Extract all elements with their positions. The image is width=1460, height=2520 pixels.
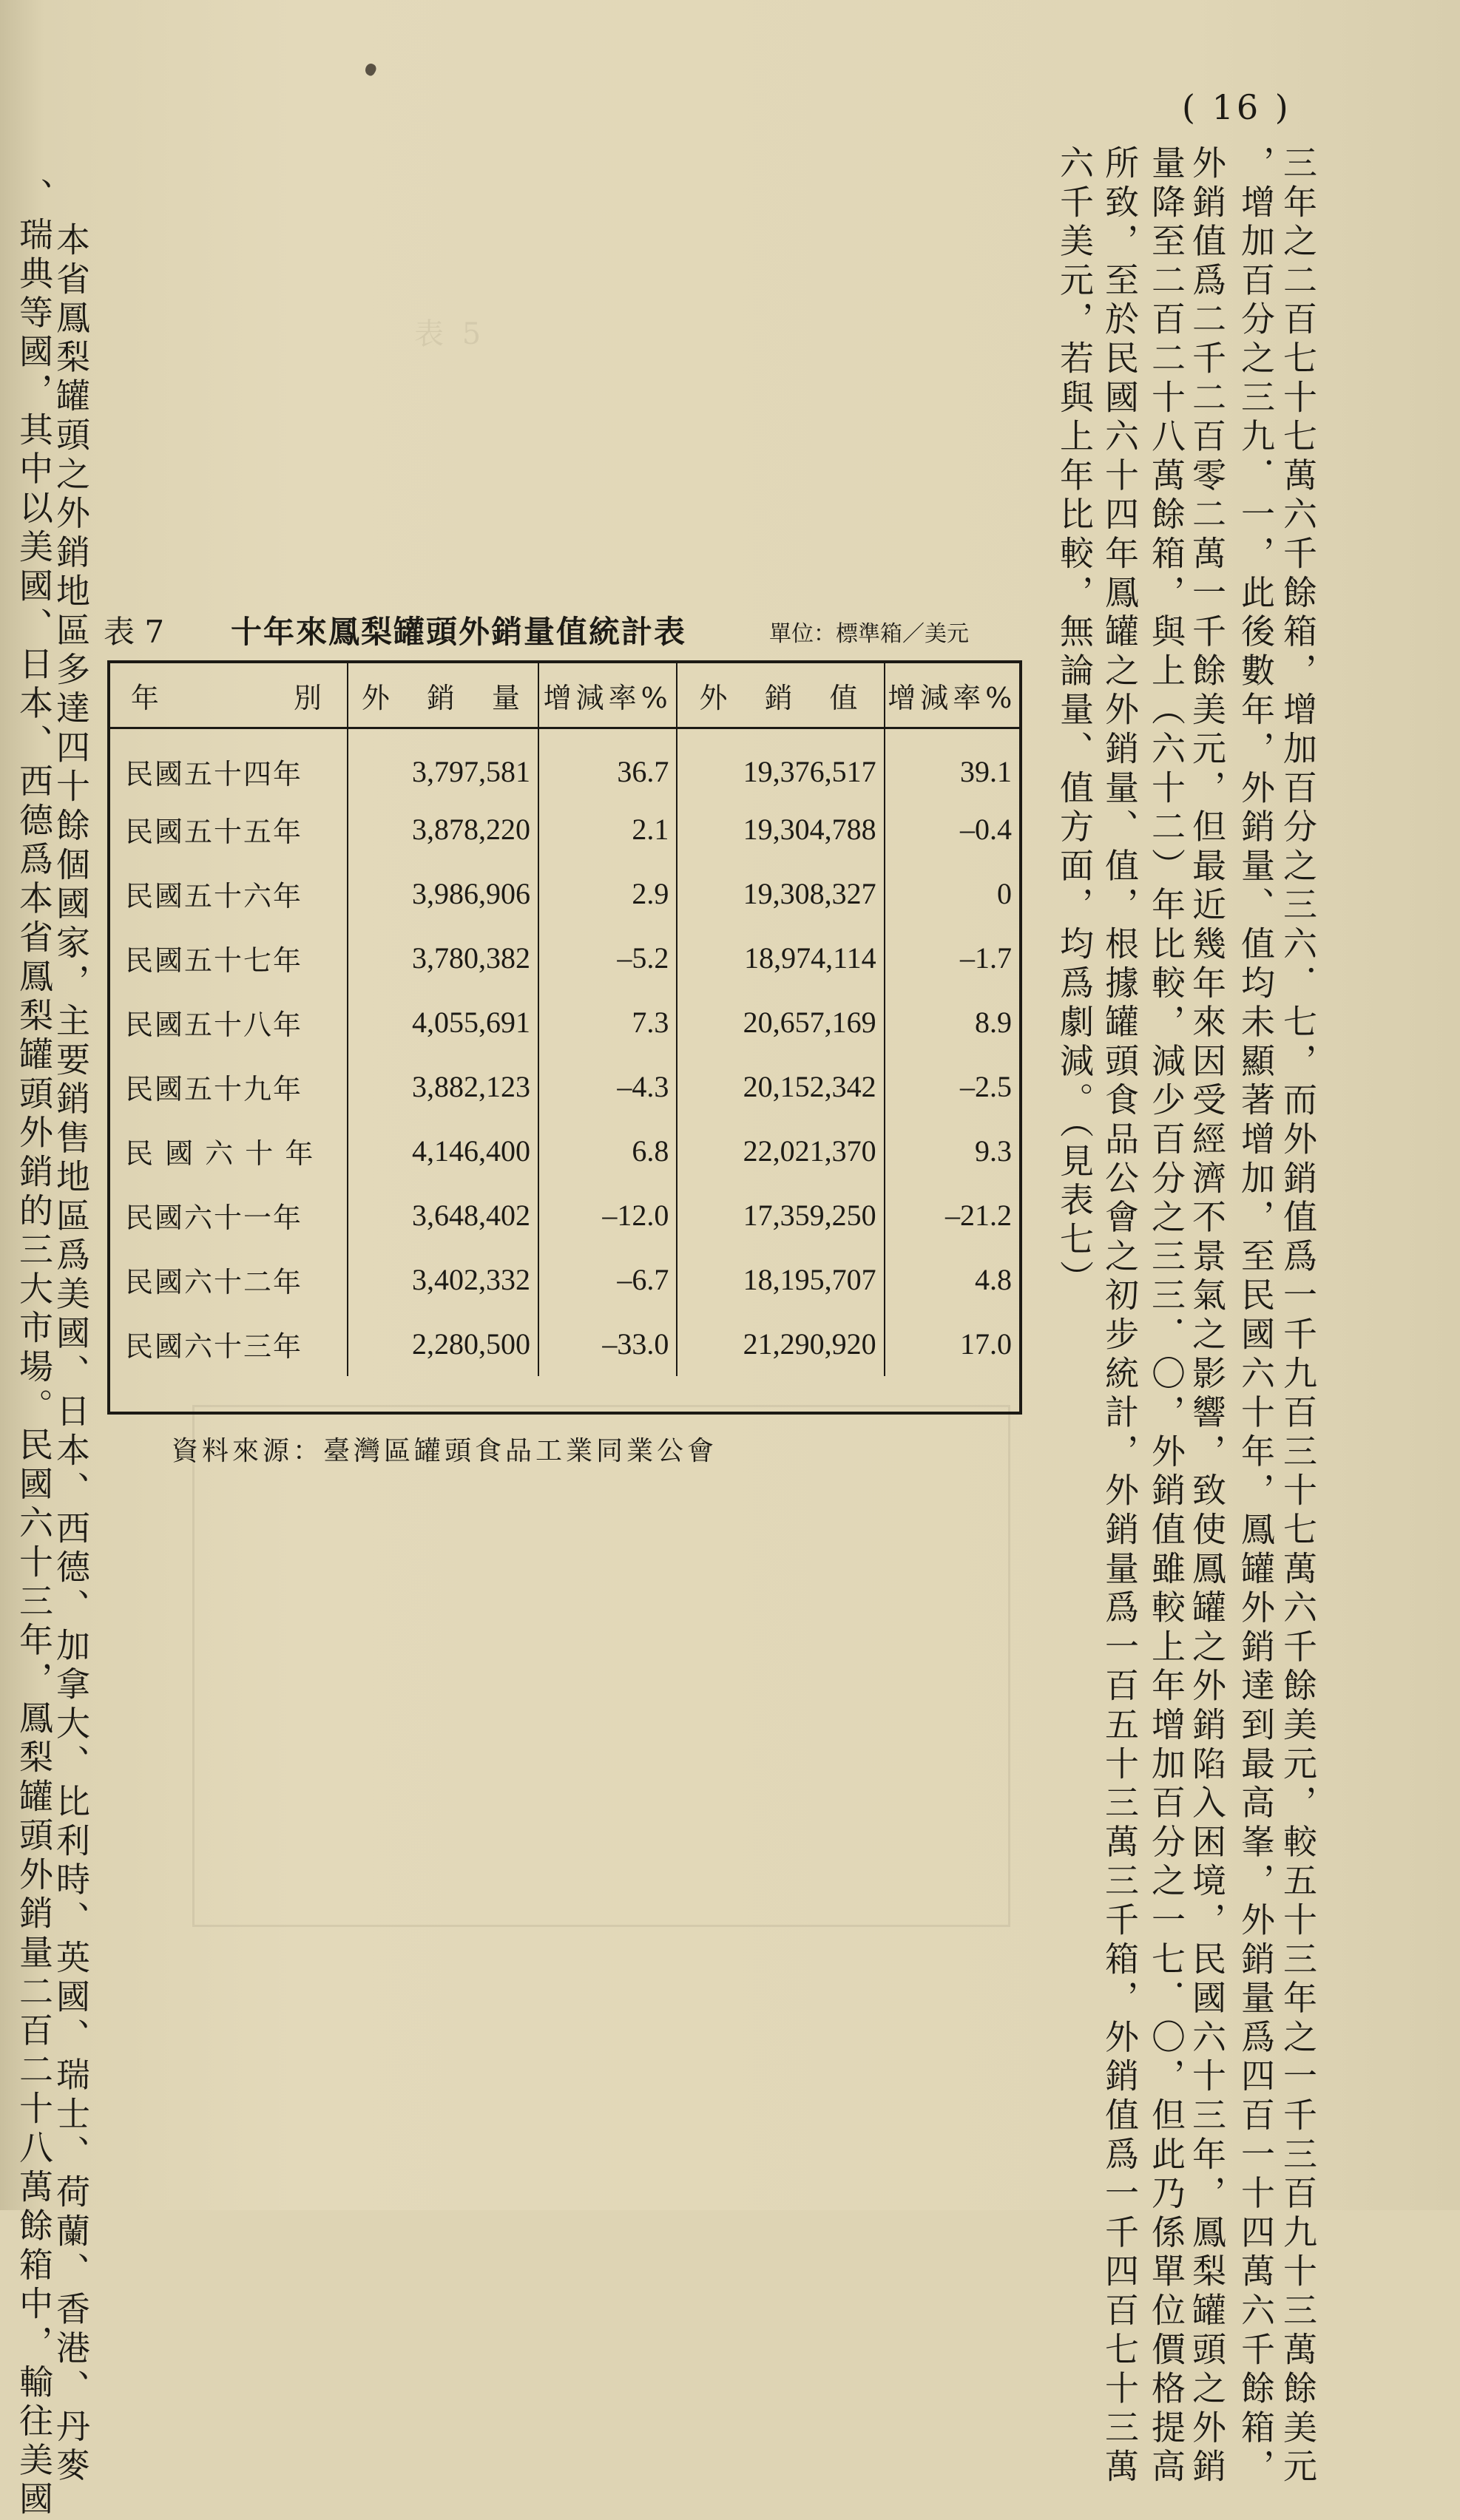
- cell-year: 民國五十八年: [110, 990, 348, 1054]
- header-value-rate: 增減率%: [885, 663, 1019, 728]
- cell-volume-rate: –33.0: [538, 1312, 677, 1376]
- table-row: [110, 990, 1019, 1054]
- table-unit: 單位：標準箱／美元: [769, 621, 969, 647]
- cell-year: 民國五十七年: [110, 926, 348, 990]
- cell-volume: 3,402,332: [348, 1247, 538, 1312]
- table-row: [110, 861, 1019, 926]
- right-text-column-5: 所致，至於民國六十四年鳳罐之外銷量、值，根據罐頭食品公會之初步統計，外銷量爲一百五十三萬三千箱，外銷值爲一千四百七十三萬: [1100, 145, 1140, 2487]
- cell-year: 民國五十五年: [110, 797, 348, 861]
- table-row: [110, 1119, 1019, 1183]
- cell-value: 19,376,517: [677, 728, 884, 798]
- table-row: [110, 797, 1019, 861]
- bleed-through-text: 表 5: [414, 317, 1030, 351]
- table-row: [110, 1054, 1019, 1119]
- cell-value-rate: –0.4: [960, 813, 1012, 846]
- table-number: 表 7: [104, 614, 165, 650]
- table-row: [110, 1312, 1019, 1376]
- cell-value: 22,021,370: [677, 1119, 884, 1183]
- table-row: [110, 1183, 1019, 1247]
- cell-volume: 3,878,220: [348, 797, 538, 861]
- cell-year: 民國五十九年: [110, 1054, 348, 1119]
- bleed-through-table: [192, 1405, 1010, 1927]
- table-header-row: [110, 663, 1019, 728]
- cell-volume: 3,780,382: [348, 926, 538, 990]
- cell-value: 20,657,169: [677, 990, 884, 1054]
- cell-year: 民 國 六 十 年: [110, 1119, 348, 1183]
- cell-year: 民國五十四年: [110, 728, 348, 798]
- cell-value-rate: 4.8: [975, 1263, 1012, 1296]
- cell-volume: 3,648,402: [348, 1183, 538, 1247]
- cell-volume-rate: –5.2: [538, 926, 677, 990]
- right-text-column-2: ，增加百分之三九．一，此後數年，外銷量、值均未顯著增加，至民國六十年，鳳罐外銷達到最高峯，外銷量爲四百一十四萬六千餘箱，: [1236, 145, 1276, 2487]
- cell-volume: 2,280,500: [348, 1312, 538, 1376]
- cell-volume-rate: 36.7: [538, 728, 677, 798]
- statistics-table-grid: [110, 663, 1019, 1376]
- cell-value: 18,974,114: [677, 926, 884, 990]
- cell-volume: 3,797,581: [348, 728, 538, 798]
- cell-volume-rate: 7.3: [538, 990, 677, 1054]
- cell-volume-rate: –6.7: [538, 1247, 677, 1312]
- header-year: 年 別: [110, 663, 348, 728]
- table-row: [110, 926, 1019, 990]
- cell-value-rate: –2.5: [960, 1070, 1012, 1103]
- header-volume-rate: 增減率%: [538, 663, 677, 728]
- cell-volume: 3,882,123: [348, 1054, 538, 1119]
- statistics-table: [107, 660, 1022, 1415]
- header-value: 外 銷 值: [677, 663, 884, 728]
- right-text-column-6: 六千美元，若與上年比較，無論量、值方面，均爲劇減。（見表七）: [1055, 145, 1095, 1299]
- cell-value-rate: 39.1: [960, 754, 1012, 788]
- cell-value: 19,308,327: [677, 861, 884, 926]
- cell-value-rate: 9.3: [975, 1134, 1012, 1168]
- right-text-column-3: 外銷值爲二千二百零二萬一千餘美元，但最近幾年來因受經濟不景氣之影響，致使鳳罐之外銷陷入困境，民國六十三年，鳳梨罐頭之外銷: [1187, 145, 1227, 2487]
- cell-value-rate: 17.0: [960, 1327, 1012, 1361]
- cell-volume-rate: –12.0: [538, 1183, 677, 1247]
- cell-year: 民國六十一年: [110, 1183, 348, 1247]
- cell-volume-rate: 6.8: [538, 1119, 677, 1183]
- table-row: [110, 1247, 1019, 1312]
- cell-value: 17,359,250: [677, 1183, 884, 1247]
- cell-volume: 4,055,691: [348, 990, 538, 1054]
- header-volume: 外 銷 量: [348, 663, 538, 728]
- table-source: 資料來源：臺灣區罐頭食品工業同業公會: [172, 1436, 718, 1466]
- cell-value: 18,195,707: [677, 1247, 884, 1312]
- table-row: [110, 728, 1019, 798]
- table-heading: [104, 608, 1013, 655]
- cell-volume: 4,146,400: [348, 1119, 538, 1183]
- cell-year: 民國六十二年: [110, 1247, 348, 1312]
- cell-value: 19,304,788: [677, 797, 884, 861]
- right-text-column-4: 量降至二百二十八萬餘箱，與上（六十二）年比較，減少百分之三三．〇，外銷值雖較上年增加百分之一七．〇，但此乃係單位價格提高: [1146, 145, 1186, 2487]
- cell-value-rate: 0: [997, 877, 1012, 910]
- cell-value-rate: –21.2: [945, 1199, 1012, 1232]
- cell-value-rate: –1.7: [960, 941, 1012, 975]
- table-title: 十年來鳳梨罐頭外銷量值統計表: [231, 614, 687, 650]
- cell-volume: 3,986,906: [348, 861, 538, 926]
- cell-value: 21,290,920: [677, 1312, 884, 1376]
- cell-year: 民國五十六年: [110, 861, 348, 926]
- cell-volume-rate: –4.3: [538, 1054, 677, 1119]
- cell-volume-rate: 2.9: [538, 861, 677, 926]
- cell-value-rate: 8.9: [975, 1006, 1012, 1039]
- cell-value: 20,152,342: [677, 1054, 884, 1119]
- page-number: ( 16 ): [1182, 87, 1291, 127]
- cell-year: 民國六十三年: [110, 1312, 348, 1376]
- cell-volume-rate: 2.1: [538, 797, 677, 861]
- left-text-column-1: 本省鳳梨罐頭之外銷地區多達四十餘個國家，主要銷售地區爲美國、日本、西德、加拿大、比利時、英國、瑞士、荷蘭、香港、丹麥: [51, 222, 91, 2487]
- left-text-column-2: 、瑞典等國，其中以美國、日本、西德爲本省鳳梨罐頭外銷的三大市場。民國六十三年，鳳梨罐頭外銷量二百二十八萬餘箱中，輸往美國: [14, 177, 54, 2520]
- right-text-column-1: 三年之二百七十七萬六千餘箱，增加百分之三六．七，而外銷值爲一千九百三十七萬六千餘美元，較五十三年之一千三百九十三萬餘美元: [1278, 145, 1318, 2487]
